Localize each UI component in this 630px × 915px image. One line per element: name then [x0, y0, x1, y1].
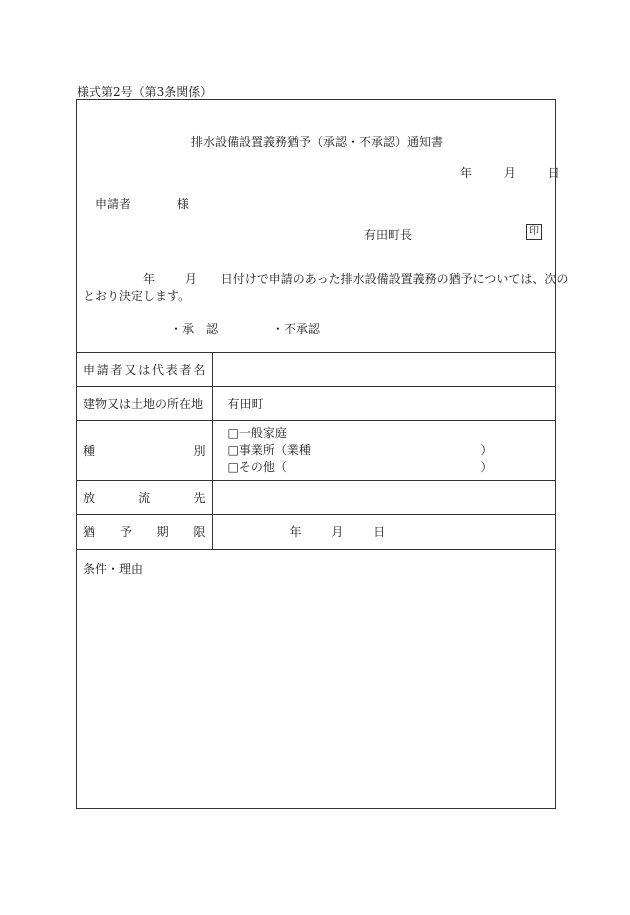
period-month: 月 — [331, 525, 344, 540]
applicant-label: 申請者 — [95, 197, 132, 211]
issue-date-year: 年 — [460, 166, 473, 180]
type-option-household[interactable]: □一般家庭 — [227, 426, 287, 440]
period-label: 猶 予 期 限 — [77, 515, 212, 549]
body-text-line2: とおり決定します。 — [83, 289, 191, 303]
type-options — [212, 421, 555, 481]
form-number: 様式第2号（第3条関係） — [77, 85, 213, 99]
discharge-field[interactable] — [212, 481, 555, 515]
period-field[interactable] — [212, 515, 555, 549]
conditions-divider — [77, 549, 555, 550]
type-option-business[interactable]: □事業所（業種 ） — [227, 443, 493, 457]
type-option-other[interactable]: □その他（ ） — [227, 460, 493, 474]
document-title: 排水設備設置義務猶予（承認・不承認）通知書 — [190, 135, 443, 149]
issue-date — [460, 164, 560, 181]
conditions-field[interactable] — [77, 578, 555, 808]
choice-approve[interactable]: ・承 認 — [170, 322, 219, 336]
choice-disapprove[interactable]: ・不承認 — [271, 322, 320, 336]
location-label: 建物又は土地の所在地 — [77, 387, 212, 421]
details-table — [77, 352, 555, 549]
applicant-name-field[interactable] — [212, 353, 555, 387]
applicant-suffix: 様 — [176, 197, 189, 211]
discharge-label: 放 流 先 — [77, 481, 212, 515]
issue-date-month: 月 — [503, 166, 516, 180]
notice-frame — [76, 99, 569, 809]
applicant-name-label: 申 請 者 又 は 代 表 者 名 — [77, 353, 212, 387]
period-day: 日 — [373, 525, 386, 540]
issue-date-day: 日 — [547, 166, 560, 180]
table-row-type — [77, 421, 555, 481]
issuer-name: 有田町長 — [364, 228, 413, 242]
table-row-discharge — [77, 481, 555, 515]
seal-mark: 印 — [526, 224, 542, 240]
body-line1-text: 日付けで申請のあった排水設備設置義務の猶予については、次の — [220, 272, 569, 286]
table-row-applicant — [77, 353, 555, 387]
applicant-address — [95, 195, 189, 212]
table-row-location — [77, 387, 555, 421]
conditions-label: 条件・理由 — [83, 562, 144, 576]
period-year: 年 — [289, 525, 302, 540]
type-label: 種 別 — [77, 421, 212, 481]
decision-choices — [170, 320, 320, 337]
body-year: 年 — [143, 272, 156, 286]
location-field[interactable]: 有田町 — [212, 387, 555, 421]
body-text-line1 — [83, 270, 568, 287]
table-row-period — [77, 515, 555, 549]
body-month: 月 — [184, 272, 197, 286]
